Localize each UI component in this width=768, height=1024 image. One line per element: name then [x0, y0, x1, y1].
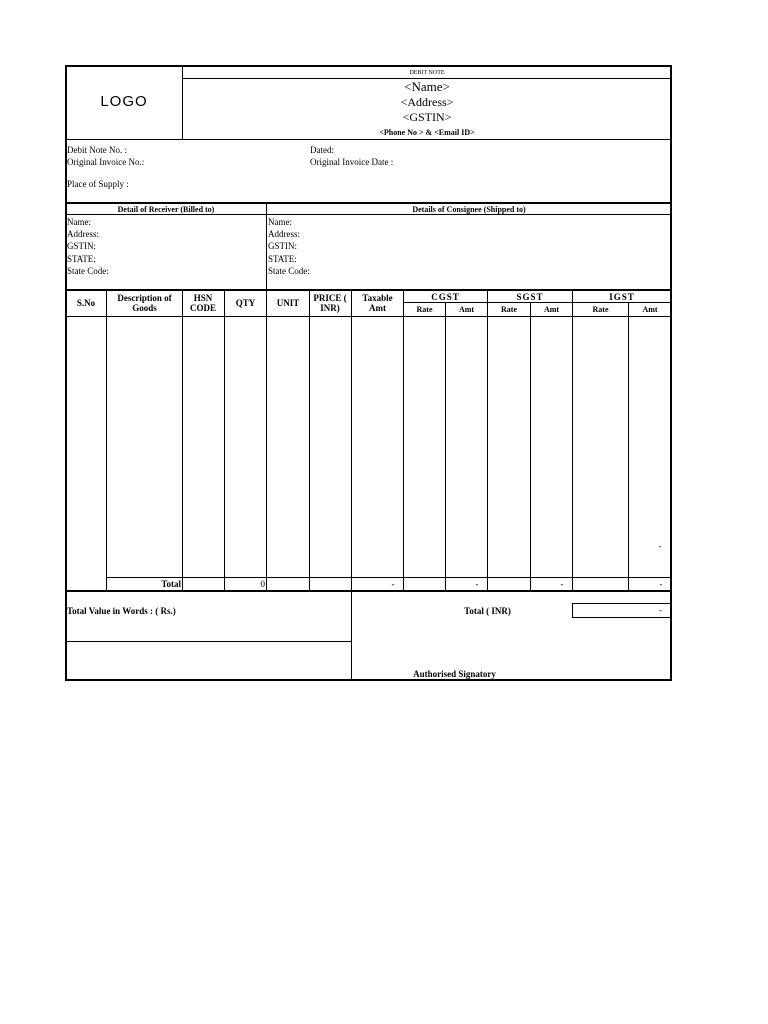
th-qty: QTY: [235, 298, 256, 308]
total-cgst-amt: -: [475, 579, 479, 589]
th-sgst-amt: Amt: [543, 305, 560, 314]
total-qty: 0: [260, 579, 265, 589]
company-name: <Name>: [404, 79, 450, 94]
consignee-address-label: Address:: [268, 229, 300, 239]
total-taxable: -: [391, 579, 395, 589]
igst-amt-dash: -: [658, 541, 662, 551]
th-igst: IGST: [609, 292, 635, 302]
th-sgst-rate: Rate: [501, 305, 517, 314]
col-line-cgst: [487, 290, 488, 591]
party-title-divider: [66, 214, 671, 215]
company-address: <Address>: [400, 95, 454, 109]
th-sgst: SGST: [516, 292, 544, 302]
total-inr-value: -: [659, 605, 662, 615]
receiver-name-label: Name:: [67, 217, 91, 227]
words-box-bottom: [66, 641, 351, 642]
col-line-sgst: [572, 290, 573, 591]
company-gstin: <GSTIN>: [402, 110, 452, 124]
original-invoice-date-label: Original Invoice Date :: [310, 157, 394, 167]
meta-divider: [66, 202, 671, 204]
col-line-hsn: [224, 290, 225, 591]
dated-label: Dated:: [310, 145, 334, 155]
consignee-gstin-label: GSTIN:: [268, 241, 297, 251]
th-cgst-amt: Amt: [458, 305, 475, 314]
th-unit: UNIT: [276, 298, 300, 308]
th-cgst-rate: Rate: [416, 305, 433, 314]
receiver-gstin-label: GSTIN:: [67, 241, 96, 251]
header-divider: [66, 139, 671, 140]
receiver-address-label: Address:: [67, 229, 99, 239]
col-line-sno: [106, 290, 107, 591]
doc-title: DEBIT NOTE: [409, 70, 445, 76]
original-invoice-no-label: Original Invoice No.:: [67, 157, 145, 167]
table-bottom-border: [66, 590, 671, 592]
total-in-words-label: Total Value in Words : ( Rs.): [67, 606, 176, 616]
consignee-state-code-label: State Code:: [268, 266, 310, 276]
receiver-title: Detail of Receiver (Billed to): [117, 205, 215, 214]
th-hsn: HSN CODE: [189, 293, 216, 313]
col-line-igst-rate: [628, 303, 629, 591]
th-price: PRICE ( INR): [313, 293, 347, 313]
tax-group-divider: [404, 302, 671, 303]
table-top-border: [66, 289, 671, 291]
col-line-desc: [182, 290, 183, 591]
th-igst-amt: Amt: [642, 305, 658, 314]
company-contact: <Phone No > & <Email ID>: [379, 128, 475, 137]
total-igst-amt: -: [659, 579, 663, 589]
authorised-signatory: Authorised Signatory: [413, 669, 496, 679]
debit-note-no-label: Debit Note No. :: [67, 145, 127, 155]
consignee-title: Details of Consignee (Shipped to): [412, 205, 526, 214]
logo: LOGO: [100, 93, 148, 110]
col-line-sgst-rate: [530, 303, 531, 591]
consignee-name-label: Name:: [268, 217, 292, 227]
total-sgst-amt: -: [560, 579, 564, 589]
th-taxable: Taxable Amt: [362, 293, 393, 313]
total-row-label: Total: [161, 579, 181, 589]
th-sno: S.No: [76, 298, 96, 308]
col-line-price: [351, 290, 352, 591]
col-line-cgst-rate: [445, 303, 446, 591]
th-desc: Description of Goods: [117, 293, 172, 313]
total-row-top: [106, 577, 671, 578]
total-inr-label: Total ( INR): [464, 606, 511, 616]
receiver-state-code-label: State Code:: [67, 266, 109, 276]
footer-divider: [351, 591, 352, 680]
col-line-unit: [309, 290, 310, 591]
table-header-bottom: [66, 316, 671, 317]
col-line-taxable: [403, 290, 404, 591]
th-igst-rate: Rate: [592, 305, 609, 314]
receiver-state-label: STATE:: [67, 254, 96, 264]
consignee-state-label: STATE:: [268, 254, 297, 264]
place-of-supply-label: Place of Supply :: [67, 179, 129, 189]
th-cgst: CGST: [431, 292, 460, 302]
party-divider: [266, 203, 267, 290]
col-line-qty: [266, 290, 267, 591]
